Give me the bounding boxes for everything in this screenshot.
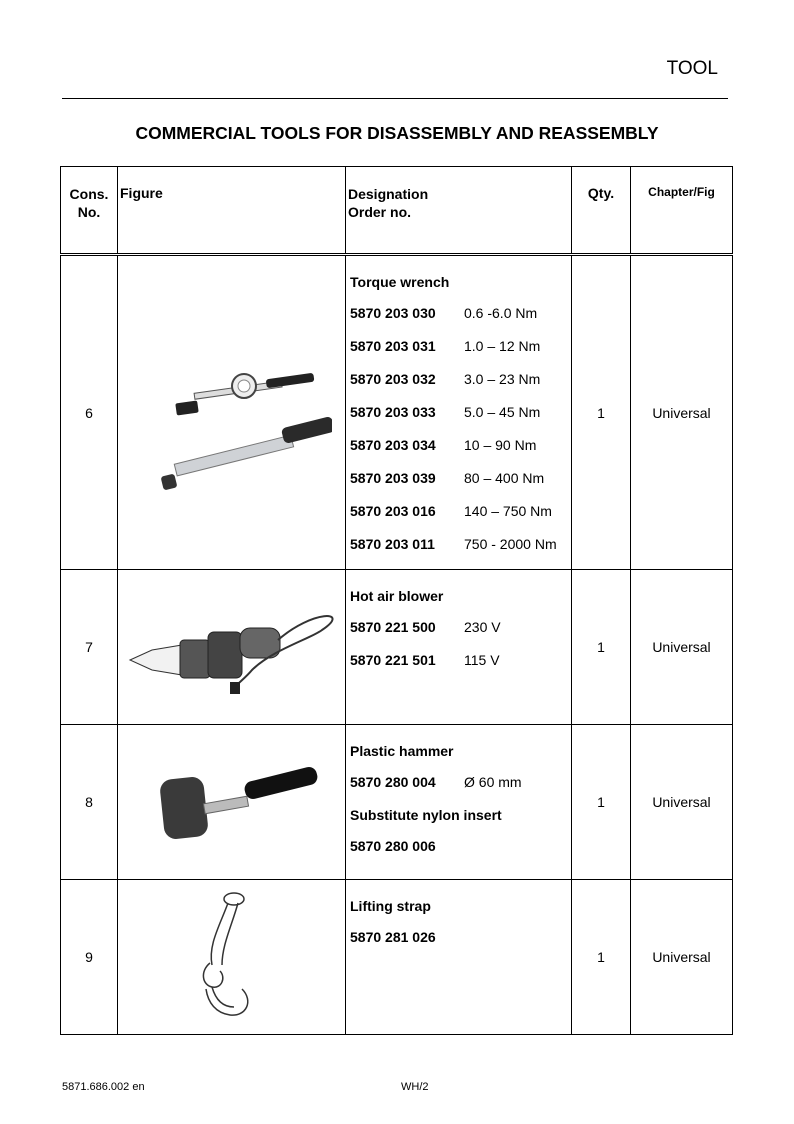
hot-air-blower-icon bbox=[122, 590, 342, 700]
order-line bbox=[350, 536, 571, 554]
order-spec: 3.0 – 23 Nm bbox=[464, 371, 541, 387]
col-header-cons bbox=[61, 167, 118, 254]
torque-wrench-icon bbox=[132, 310, 332, 510]
table-row bbox=[61, 725, 733, 880]
order-spec: 140 – 750 Nm bbox=[464, 503, 552, 519]
chapter-value: Universal bbox=[631, 570, 733, 725]
order-line bbox=[350, 371, 571, 389]
chapter-value: Universal bbox=[631, 256, 733, 570]
table-row bbox=[61, 570, 733, 725]
cons-number: 8 bbox=[61, 725, 118, 880]
order-spec: Ø 60 mm bbox=[464, 774, 522, 790]
header-divider bbox=[62, 98, 728, 99]
chapter-value: Universal bbox=[631, 725, 733, 880]
order-spec: 230 V bbox=[464, 619, 501, 635]
tool-name: Torque wrench bbox=[350, 274, 450, 290]
torque-wrench-figure bbox=[118, 256, 346, 570]
order-line bbox=[350, 619, 571, 637]
section-label: TOOL bbox=[666, 58, 718, 79]
cons-number: 9 bbox=[61, 880, 118, 1035]
col-header-designation-line2: Order no. bbox=[348, 204, 412, 220]
qty-value: 1 bbox=[572, 725, 631, 880]
col-header-cons-line1: Cons. bbox=[69, 186, 109, 202]
order-line bbox=[350, 774, 571, 792]
tools-table bbox=[60, 166, 733, 1035]
order-number: 5870 203 033 bbox=[350, 404, 436, 420]
order-spec: 115 V bbox=[464, 652, 500, 668]
order-line bbox=[350, 929, 571, 947]
order-line bbox=[350, 503, 571, 521]
plastic-hammer-icon bbox=[132, 750, 332, 850]
order-spec: 750 - 2000 Nm bbox=[464, 536, 557, 552]
cons-number: 7 bbox=[61, 570, 118, 725]
col-header-designation bbox=[346, 167, 572, 254]
lifting-strap-icon bbox=[172, 885, 292, 1025]
document-number: 5871.686.002 en bbox=[62, 1081, 145, 1093]
order-number: 5870 221 500 bbox=[350, 619, 436, 635]
order-line bbox=[350, 652, 571, 670]
order-number: 5870 280 004 bbox=[350, 774, 436, 790]
chapter-value: Universal bbox=[631, 880, 733, 1035]
col-header-cons-line2: No. bbox=[77, 204, 101, 220]
cons-number: 6 bbox=[61, 256, 118, 570]
order-number: 5870 203 030 bbox=[350, 305, 436, 321]
order-number: 5870 203 016 bbox=[350, 503, 436, 519]
designation-cell bbox=[346, 256, 572, 570]
page-number: WH/2 bbox=[401, 1081, 429, 1093]
order-line bbox=[350, 437, 571, 455]
qty-value: 1 bbox=[572, 880, 631, 1035]
order-spec: 1.0 – 12 Nm bbox=[464, 338, 541, 354]
tool-name: Plastic hammer bbox=[350, 743, 454, 759]
order-spec: 0.6 -6.0 Nm bbox=[464, 305, 538, 321]
col-header-qty: Qty. bbox=[572, 167, 631, 254]
lifting-strap-figure bbox=[118, 880, 346, 1035]
order-number: 5870 203 011 bbox=[350, 536, 435, 552]
order-number: 5870 203 039 bbox=[350, 470, 436, 486]
table-row bbox=[61, 880, 733, 1035]
table-row bbox=[61, 256, 733, 570]
order-line bbox=[350, 338, 571, 356]
qty-value: 1 bbox=[572, 256, 631, 570]
order-line bbox=[350, 305, 571, 323]
order-number: 5870 221 501 bbox=[350, 652, 436, 668]
order-number: 5870 203 031 bbox=[350, 338, 436, 354]
designation-cell bbox=[346, 880, 572, 1035]
col-header-chapter: Chapter/Fig bbox=[631, 167, 733, 254]
order-line bbox=[350, 470, 571, 488]
qty-value: 1 bbox=[572, 570, 631, 725]
order-number: 5870 203 034 bbox=[350, 437, 436, 453]
order-line bbox=[350, 838, 571, 856]
order-spec: 80 – 400 Nm bbox=[464, 470, 545, 486]
order-number: 5870 203 032 bbox=[350, 371, 436, 387]
designation-cell bbox=[346, 570, 572, 725]
designation-cell bbox=[346, 725, 572, 880]
tool-name: Hot air blower bbox=[350, 588, 444, 604]
order-spec: 10 – 90 Nm bbox=[464, 437, 537, 453]
order-number: 5870 281 026 bbox=[350, 929, 436, 945]
hot-air-blower-figure bbox=[118, 570, 346, 725]
order-line bbox=[350, 404, 571, 422]
tool-name: Lifting strap bbox=[350, 898, 431, 914]
col-header-figure: Figure bbox=[118, 167, 346, 254]
order-spec: 5.0 – 45 Nm bbox=[464, 404, 541, 420]
substitute-label: Substitute nylon insert bbox=[350, 807, 502, 823]
page-title: COMMERCIAL TOOLS FOR DISASSEMBLY AND REASSEMBLY bbox=[135, 123, 659, 143]
table-header-row bbox=[61, 167, 733, 254]
substitute-order-number: 5870 280 006 bbox=[350, 838, 436, 854]
col-header-designation-line1: Designation bbox=[348, 186, 429, 202]
plastic-hammer-figure bbox=[118, 725, 346, 880]
